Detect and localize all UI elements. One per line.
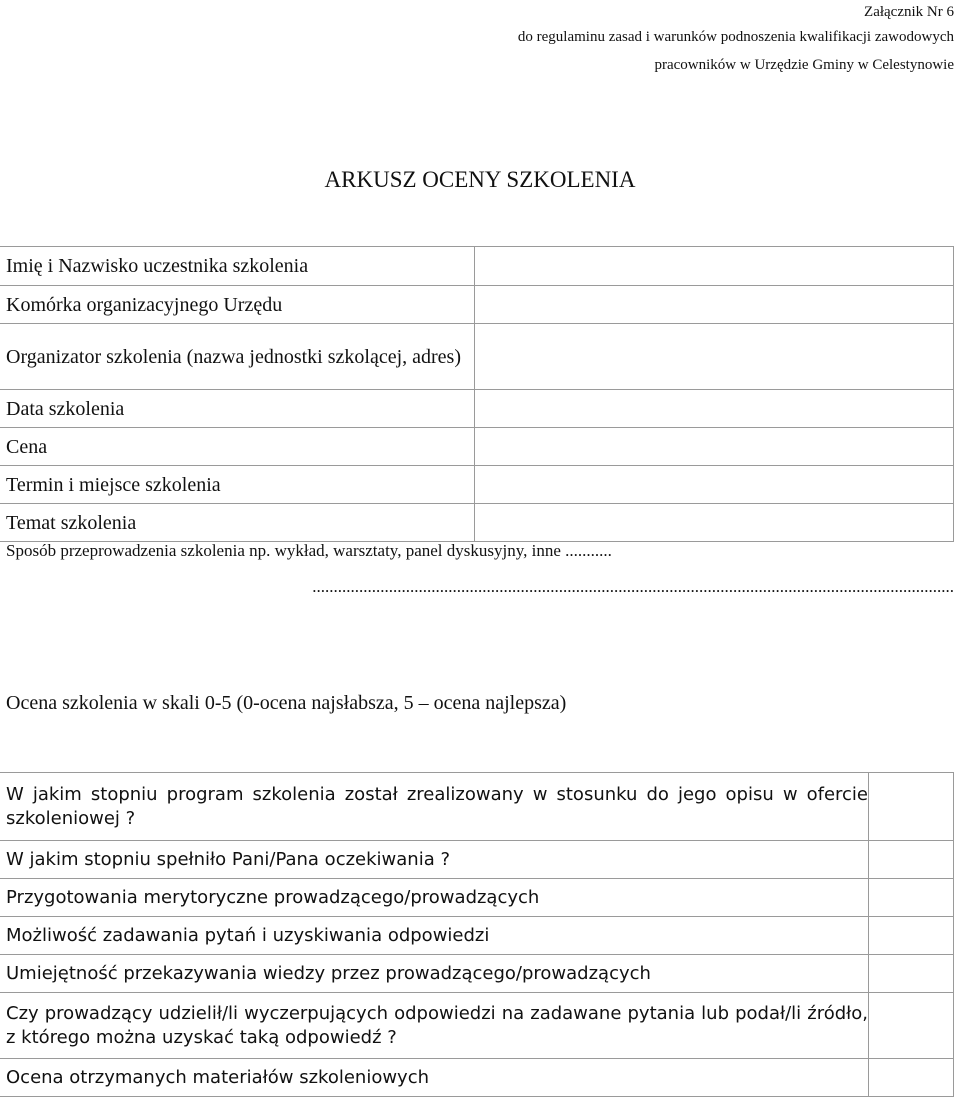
rating-score-field[interactable]: [869, 917, 954, 955]
info-value-field[interactable]: [475, 466, 954, 504]
info-label: Organizator szkolenia (nazwa jednostki szkolącej, adres): [0, 324, 475, 390]
info-label: Komórka organizacyjnego Urzędu: [0, 286, 475, 324]
rating-score-field[interactable]: [869, 993, 954, 1059]
participant-info-table: [0, 246, 954, 542]
attachment-number: Załącznik Nr 6: [864, 4, 954, 20]
rating-row: [0, 917, 954, 955]
form-title: ARKUSZ OCENY SZKOLENIA: [324, 167, 636, 192]
info-row: [0, 428, 954, 466]
info-label: Data szkolenia: [0, 390, 475, 428]
rating-score-field[interactable]: [869, 1059, 954, 1097]
info-label: Cena: [0, 428, 475, 466]
rating-question: Przygotowania merytoryczne prowadzącego/prowadzących: [0, 879, 869, 917]
training-method-label: Sposób przeprowadzenia szkolenia np. wykład, warsztaty, panel dyskusyjny, inne ...........: [6, 541, 612, 560]
rating-row: [0, 773, 954, 841]
rating-question: W jakim stopniu program szkolenia został zrealizowany w stosunku do jego opisu w ofercie szkoleniowej ?: [0, 773, 869, 841]
rating-question: Możliwość zadawania pytań i uzyskiwania odpowiedzi: [0, 917, 869, 955]
info-row: [0, 324, 954, 390]
rating-scale-instruction: Ocena szkolenia w skali 0-5 (0-ocena najsłabsza, 5 – ocena najlepsza): [6, 692, 567, 714]
info-value-field[interactable]: [475, 428, 954, 466]
rating-row: [0, 879, 954, 917]
rating-question: W jakim stopniu spełniło Pani/Pana oczekiwania ?: [0, 841, 869, 879]
training-method-fill-line[interactable]: .......................................................................................................................................................: [312, 577, 954, 596]
rating-score-field[interactable]: [869, 879, 954, 917]
info-row: [0, 390, 954, 428]
info-label: Termin i miejsce szkolenia: [0, 466, 475, 504]
info-value-field[interactable]: [475, 390, 954, 428]
attachment-office-line: pracowników w Urzędzie Gminy w Celestynowie: [654, 57, 954, 73]
info-row: [0, 504, 954, 542]
rating-row: [0, 841, 954, 879]
rating-row: [0, 993, 954, 1059]
rating-question: Czy prowadzący udzielił/li wyczerpujących odpowiedzi na zadawane pytania lub podał/li źródło, z którego można uzyskać taką odpowiedź ?: [0, 993, 869, 1059]
rating-row: [0, 1059, 954, 1097]
info-label: Imię i Nazwisko uczestnika szkolenia: [0, 247, 475, 286]
rating-score-field[interactable]: [869, 841, 954, 879]
rating-table: [0, 772, 954, 1097]
info-value-field[interactable]: [475, 286, 954, 324]
info-value-field[interactable]: [475, 324, 954, 390]
attachment-regulation-line: do regulaminu zasad i warunków podnoszenia kwalifikacji zawodowych: [517, 29, 954, 45]
info-value-field[interactable]: [475, 504, 954, 542]
rating-question: Ocena otrzymanych materiałów szkoleniowych: [0, 1059, 869, 1097]
info-row: [0, 286, 954, 324]
info-row: [0, 247, 954, 286]
rating-score-field[interactable]: [869, 955, 954, 993]
info-label: Temat szkolenia: [0, 504, 475, 542]
rating-row: [0, 955, 954, 993]
info-value-field[interactable]: [475, 247, 954, 286]
info-row: [0, 466, 954, 504]
rating-score-field[interactable]: [869, 773, 954, 841]
rating-question: Umiejętność przekazywania wiedzy przez prowadzącego/prowadzących: [0, 955, 869, 993]
